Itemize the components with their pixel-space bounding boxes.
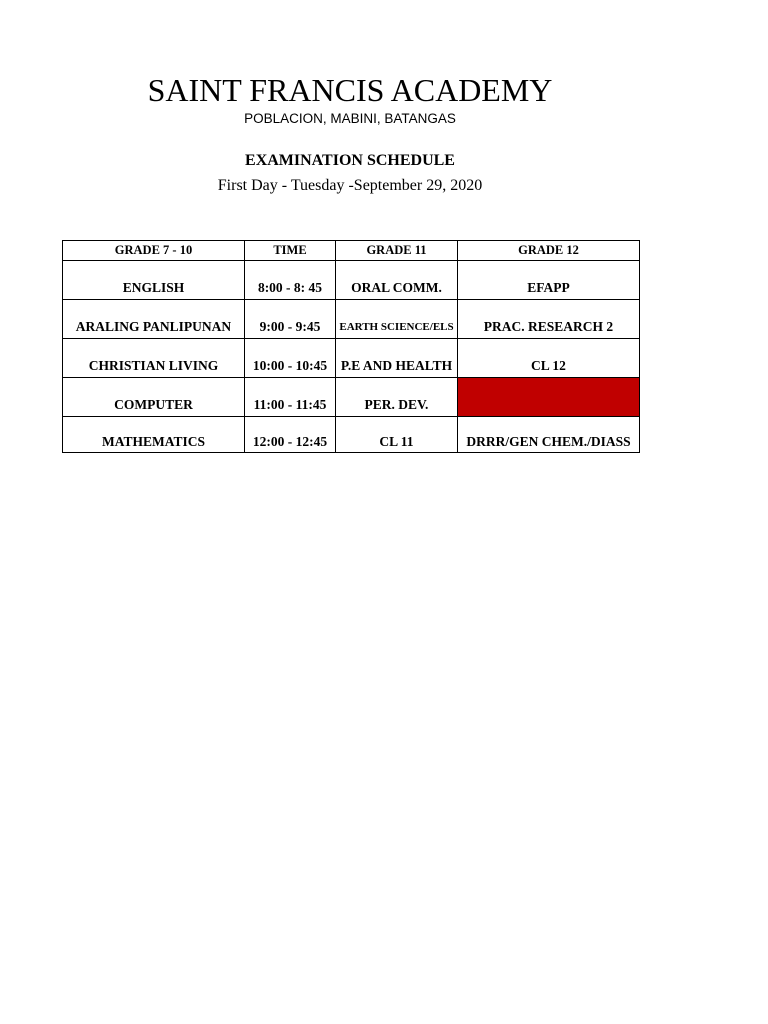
cell-grade-11: ORAL COMM. <box>336 261 458 300</box>
cell-grade-7-10: ENGLISH <box>63 261 245 300</box>
cell-grade-11-text: P.E AND HEALTH <box>340 358 453 373</box>
cell-time: 11:00 - 11:45 <box>245 378 336 417</box>
cell-grade-11: CL 11 <box>336 417 458 453</box>
cell-grade-11 <box>336 300 458 339</box>
column-header-time: TIME <box>245 241 336 261</box>
table-header-row <box>63 241 640 261</box>
column-header-grade-12: GRADE 12 <box>458 241 640 261</box>
exam-title: EXAMINATION SCHEDULE <box>245 152 455 169</box>
cell-grade-11-text: EARTH SCIENCE/ELS <box>339 321 454 333</box>
cell-time: 8:00 - 8: 45 <box>245 261 336 300</box>
cell-grade-7-10: MATHEMATICS <box>63 417 245 453</box>
table-row <box>63 300 640 339</box>
cell-grade-12-text: DRRR/GEN CHEM./DIASS <box>466 434 631 449</box>
school-name: SAINT FRANCIS ACADEMY <box>147 72 553 108</box>
table-row <box>63 417 640 453</box>
table-row <box>63 261 640 300</box>
cell-grade-12: PRAC. RESEARCH 2 <box>458 300 640 339</box>
exam-day: First Day - Tuesday -September 29, 2020 <box>217 177 483 194</box>
school-address: POBLACION, MABINI, BATANGAS <box>244 111 456 126</box>
table-row <box>63 378 640 417</box>
cell-grade-7-10: CHRISTIAN LIVING <box>63 339 245 378</box>
column-header-grade-7-10: GRADE 7 - 10 <box>63 241 245 261</box>
cell-grade-12 <box>458 417 640 453</box>
cell-time: 12:00 - 12:45 <box>245 417 336 453</box>
cell-grade-7-10: ARALING PANLIPUNAN <box>63 300 245 339</box>
cell-time: 10:00 - 10:45 <box>245 339 336 378</box>
cell-grade-12: EFAPP <box>458 261 640 300</box>
table-row <box>63 339 640 378</box>
cell-grade-12-highlighted <box>458 378 640 417</box>
schedule-table <box>62 240 640 453</box>
cell-time: 9:00 - 9:45 <box>245 300 336 339</box>
cell-grade-11 <box>336 339 458 378</box>
cell-grade-11: PER. DEV. <box>336 378 458 417</box>
cell-grade-12: CL 12 <box>458 339 640 378</box>
cell-grade-7-10: COMPUTER <box>63 378 245 417</box>
column-header-grade-11: GRADE 11 <box>336 241 458 261</box>
